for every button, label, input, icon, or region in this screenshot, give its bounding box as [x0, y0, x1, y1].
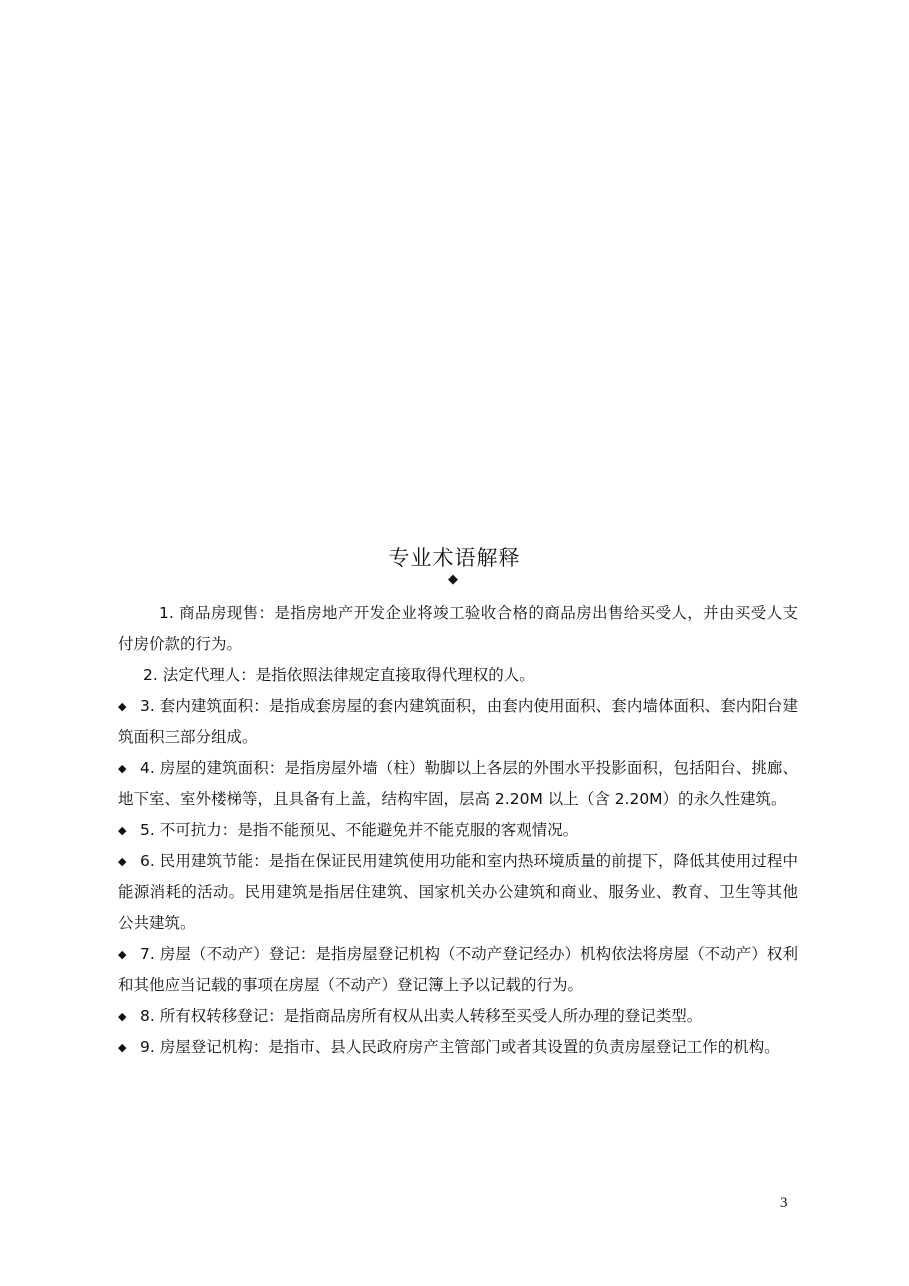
diamond-bullet-icon: ◆: [118, 948, 127, 961]
term-text: 2. 法定代理人：是指依照法律规定直接取得代理权的人。: [143, 666, 535, 684]
term-item-3: [118, 691, 798, 753]
terms-list: [118, 598, 798, 1063]
term-text: 3. 套内建筑面积：是指成套房屋的套内建筑面积，由套内使用面积、套内墙体面积、套内阳台建筑面积三部分组成。: [118, 697, 798, 746]
term-item-8: [118, 1001, 798, 1032]
term-text: 8. 所有权转移登记：是指商品房所有权从出卖人转移至买受人所办理的登记类型。: [140, 1007, 703, 1025]
term-item-5: [118, 815, 798, 846]
term-item-9: [118, 1032, 798, 1063]
title-diamond-icon: ◆: [448, 572, 458, 587]
term-item-6: [118, 846, 798, 939]
page-title: 专业术语解释: [388, 546, 521, 570]
diamond-bullet-icon: ◆: [118, 855, 127, 868]
term-item-7: [118, 939, 798, 1001]
diamond-bullet-icon: ◆: [118, 1041, 127, 1054]
diamond-bullet-icon: ◆: [118, 824, 127, 837]
term-item-1: [118, 598, 798, 660]
term-text: 6. 民用建筑节能：是指在保证民用建筑使用功能和室内热环境质量的前提下，降低其使用过程中能源消耗的活动。民用建筑是指居住建筑、国家机关办公建筑和商业、服务业、教育、卫生等其他公共建筑。: [118, 852, 798, 932]
page-number: 3: [780, 1195, 788, 1211]
term-text: 4. 房屋的建筑面积：是指房屋外墙（柱）勒脚以上各层的外围水平投影面积，包括阳台、挑廊、地下室、室外楼梯等，且具备有上盖，结构牢固，层高 2.20M 以上（含 2.20M）的永久性建筑。: [118, 759, 798, 808]
term-text: 9. 房屋登记机构：是指市、县人民政府房产主管部门或者其设置的负责房屋登记工作的机构。: [140, 1038, 780, 1056]
diamond-bullet-icon: ◆: [118, 1010, 127, 1023]
diamond-bullet-icon: ◆: [118, 700, 127, 713]
term-text: 1. 商品房现售：是指房地产开发企业将竣工验收合格的商品房出售给买受人，并由买受人支付房价款的行为。: [118, 604, 798, 653]
term-item-4: [118, 753, 798, 815]
term-text: 5. 不可抗力：是指不能预见、不能避免并不能克服的客观情况。: [140, 821, 579, 839]
term-text: 7. 房屋（不动产）登记：是指房屋登记机构（不动产登记经办）机构依法将房屋（不动产）权利和其他应当记载的事项在房屋（不动产）登记簿上予以记载的行为。: [118, 945, 798, 994]
diamond-bullet-icon: ◆: [118, 762, 127, 775]
term-item-2: [118, 660, 798, 691]
